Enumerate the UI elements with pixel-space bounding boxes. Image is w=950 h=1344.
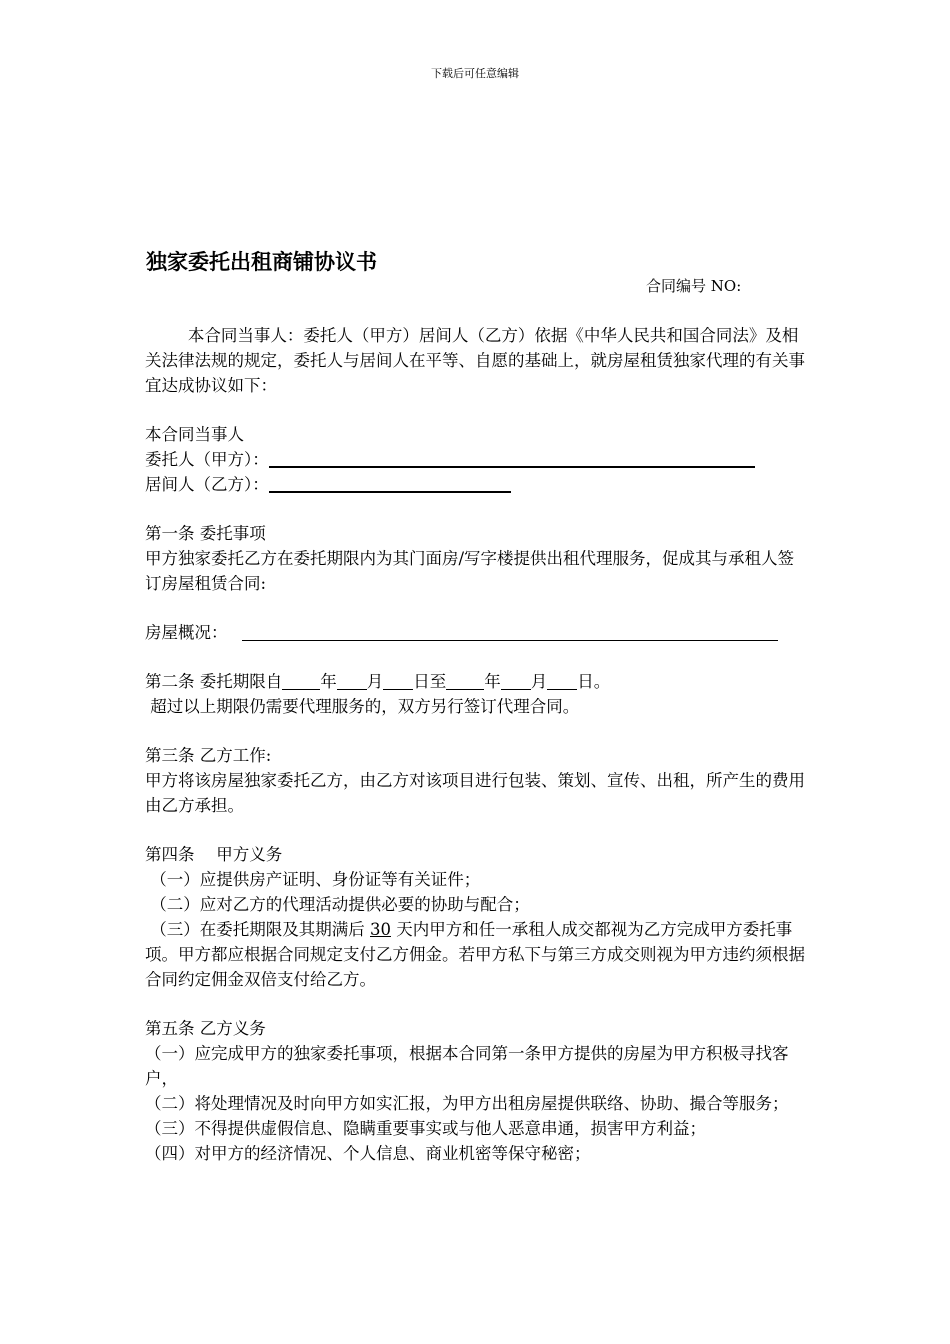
contract-number-label: 合同编号 NO: (646, 277, 742, 295)
property-blank (242, 622, 778, 641)
intro-paragraph: 本合同当事人：委托人（甲方）居间人（乙方）依据《中华人民共和国合同法》及相关法律法规的规定，委托人与居间人在平等、自愿的基础上，就房屋租赁独家代理的有关事宜达成协议如下： (145, 326, 805, 395)
parties-heading: 本合同当事人 (145, 425, 244, 444)
article4-item3-suffix: 天内甲方和任一承租人成交都视为乙方完成甲方委托事项。甲方都应根据合同规定支付乙方佣金。若甲方私下与第三方成交则视为甲方违约须根据合同约定佣金双倍支付给乙方。 (145, 920, 805, 989)
party-b-label: 居间人（乙方）： (145, 475, 269, 494)
document-title: 独家委托出租商铺协议书 (146, 250, 377, 274)
article5-item3: （三）不得提供虚假信息、隐瞒重要事实或与他人恶意串通，损害甲方利益； (145, 1119, 706, 1138)
end-day-blank (547, 671, 577, 690)
party-a-label: 委托人（甲方）： (145, 450, 269, 469)
article5-item1: （一）应完成甲方的独家委托事项，根据本合同第一条甲方提供的房屋为甲方积极寻找客户， (145, 1044, 789, 1088)
article1-heading: 第一条 委托事项 (145, 524, 266, 543)
article4-heading: 第四条 甲方义务 (145, 845, 283, 864)
start-month-blank (337, 671, 367, 690)
article2-line (145, 669, 809, 694)
property-line (145, 620, 809, 645)
property-label: 房屋概况： (145, 623, 228, 642)
start-year-label: 年 (320, 672, 337, 691)
start-day-blank (383, 671, 413, 690)
article4-item2: （二）应对乙方的代理活动提供必要的协助与配合； (145, 895, 530, 914)
article3-text: 甲方将该房屋独家委托乙方，由乙方对该项目进行包装、策划、宣传、出租，所产生的费用由乙方承担。 (145, 771, 805, 815)
start-year-blank (282, 671, 320, 690)
article3-heading: 第三条 乙方工作: (145, 746, 272, 765)
article1-text: 甲方独家委托乙方在委托期限内为其门面房/写字楼提供出租代理服务，促成其与承租人签订房屋租赁合同: (145, 549, 795, 593)
article5-item2: （二）将处理情况及时向甲方如实汇报，为甲方出租房屋提供联络、协助、撮合等服务； (145, 1094, 789, 1113)
party-b-line (145, 472, 809, 497)
start-month-label: 月 (366, 672, 384, 691)
article2-note: 超过以上期限仍需要代理服务的，双方另行签订代理合同。 (145, 697, 580, 716)
header-note: 下载后可任意编辑 (431, 67, 519, 80)
party-a-blank (269, 448, 755, 468)
party-b-blank (269, 473, 511, 493)
end-month-blank (501, 671, 531, 690)
article4-item1: （一）应提供房产证明、身份证等有关证件； (145, 870, 481, 889)
article4-item3-prefix: （三）在委托期限及其期满后 (145, 920, 370, 939)
end-year-label: 年 (484, 672, 501, 691)
end-month-label: 月 (530, 672, 548, 691)
article4-item3 (145, 917, 809, 992)
document-body (145, 323, 809, 1166)
article2-prefix: 第二条 委托期限自 (145, 672, 283, 691)
party-a-line (145, 447, 809, 472)
article5-heading: 第五条 乙方义务 (145, 1019, 266, 1038)
end-day-label: 日。 (577, 672, 611, 691)
article5-item4: （四）对甲方的经济情况、个人信息、商业机密等保守秘密； (145, 1144, 591, 1163)
end-year-blank (446, 671, 484, 690)
article4-days-value: 30 (370, 920, 391, 939)
start-day-label: 日至 (413, 672, 447, 691)
